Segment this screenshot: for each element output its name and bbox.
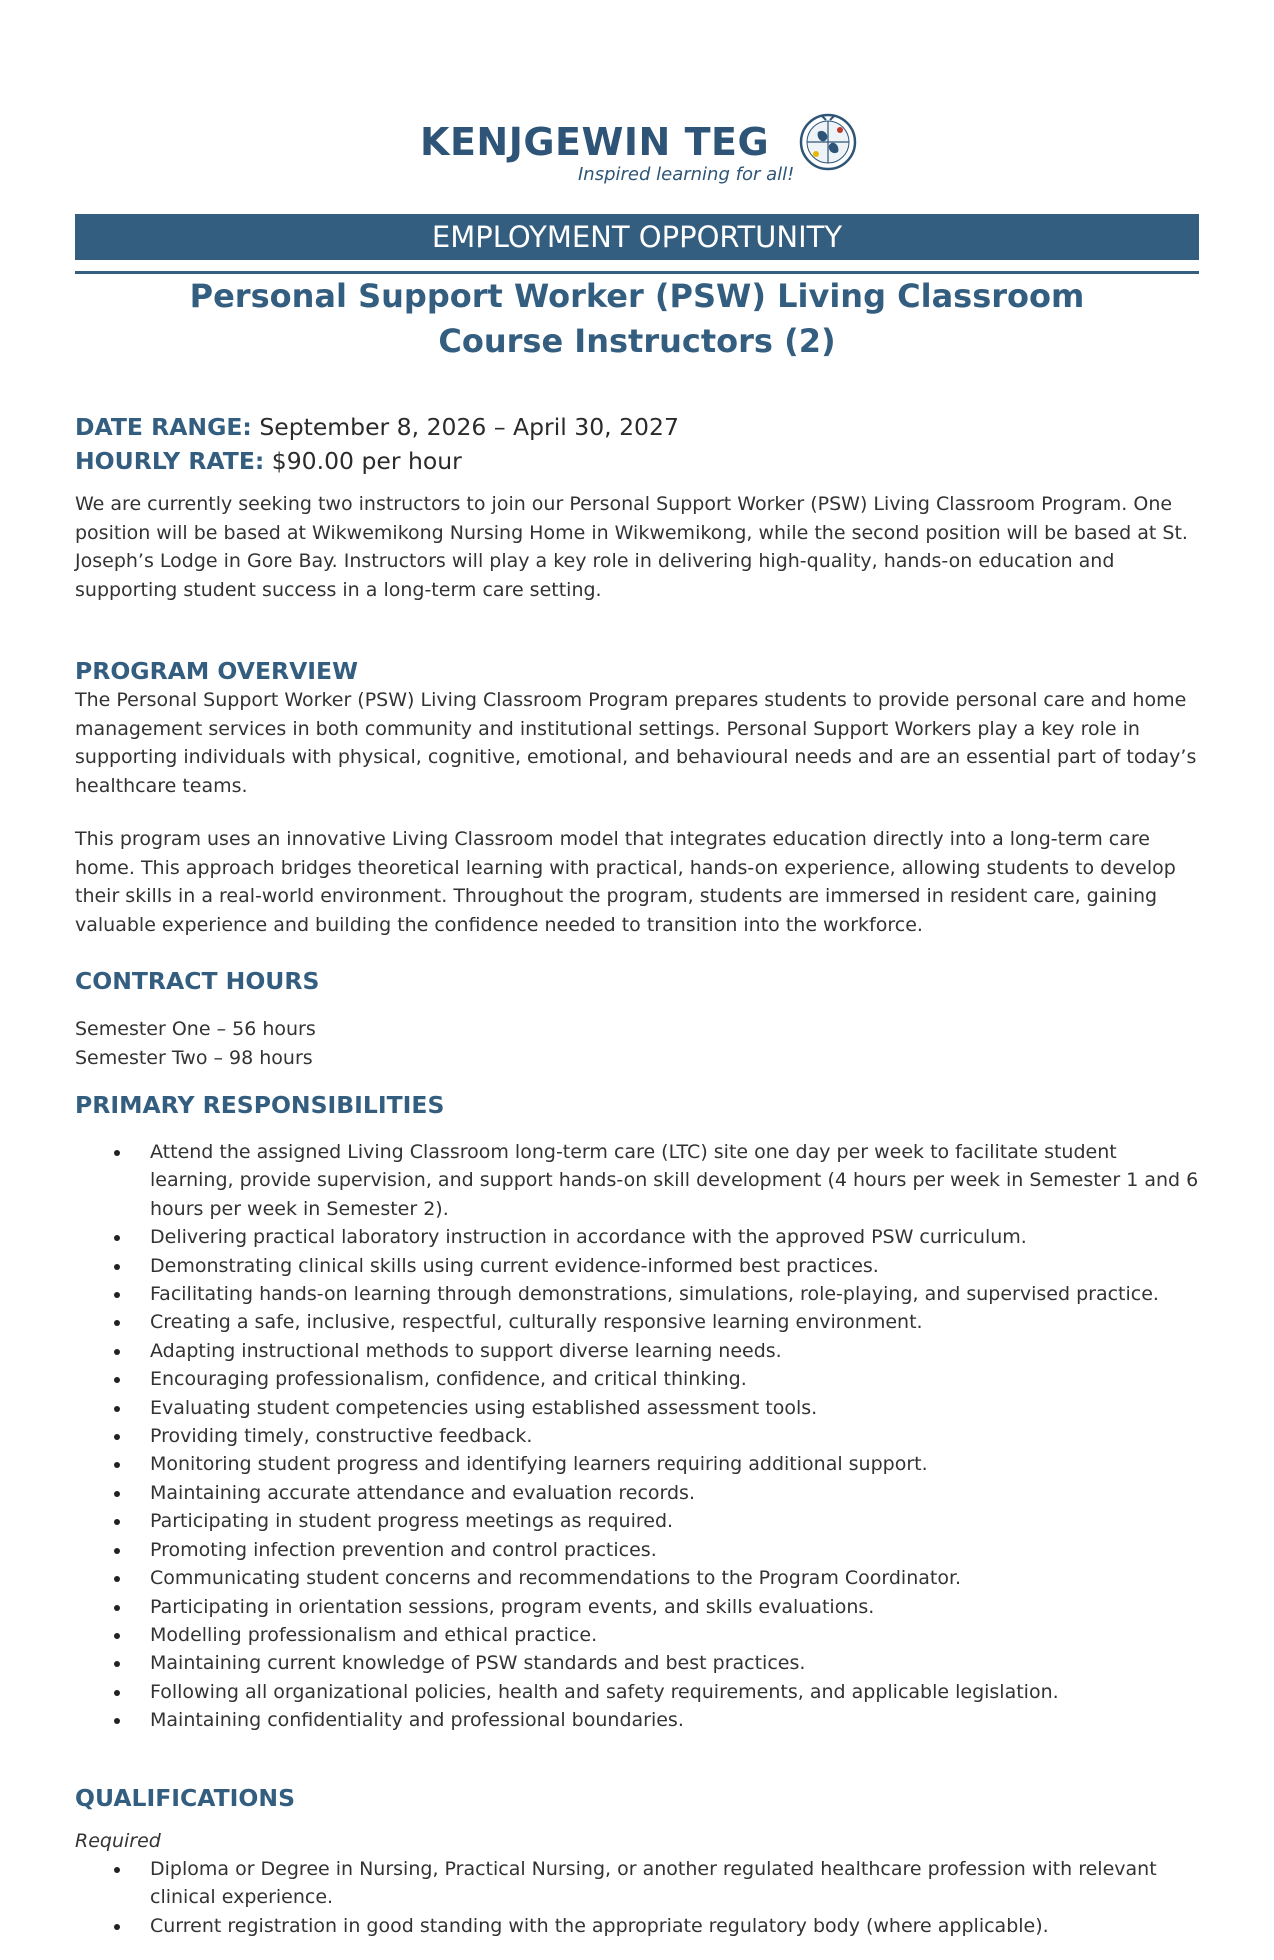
medicine-wheel-emblem-icon: [796, 110, 860, 174]
list-item: Communicating student concerns and recommendations to the Program Coordinator.: [75, 1564, 1199, 1592]
list-item: Maintaining accurate attendance and evaluation records.: [75, 1479, 1199, 1507]
list-item: Promoting infection prevention and control practices.: [75, 1536, 1199, 1564]
list-item: Participating in orientation sessions, program events, and skills evaluations.: [75, 1593, 1199, 1621]
list-item: Following all organizational policies, health and safety requirements, and applicable legislation.: [75, 1678, 1199, 1706]
contract-hours-heading: CONTRACT HOURS: [75, 967, 320, 995]
list-item: Facilitating hands-on learning through demonstrations, simulations, role-playing, and supervised practice.: [75, 1280, 1199, 1308]
program-overview-paragraph-2: This program uses an innovative Living Classroom model that integrates education directly into a long-term care home. This approach bridges theoretical learning with practical, hands-on experience, allowing students to develop their skills in a real-world environment. Throughout the program, students are immersed in resident care, gaining valuable experience and building the confidence needed to transition into the workforce.: [75, 828, 1176, 936]
employment-banner: EMPLOYMENT OPPORTUNITY: [75, 214, 1199, 260]
contract-hours-line: Semester Two – 98 hours: [75, 1046, 313, 1069]
list-item: Attend the assigned Living Classroom long-term care (LTC) site one day per week to facilitate student learning, provide supervision, and support hands-on skill development (4 hours per week in Semester 1 and 6 hours per week in Semester 2).: [75, 1138, 1199, 1223]
responsibilities-heading: PRIMARY RESPONSIBILITIES: [75, 1091, 445, 1119]
posting-content: [75, 410, 1199, 1940]
date-range-row: [75, 410, 1199, 444]
list-item: Creating a safe, inclusive, respectful, culturally responsive learning environment.: [75, 1308, 1199, 1336]
logo-wordmark: KENJGEWIN TEG: [420, 120, 770, 164]
hourly-rate-label: HOURLY RATE:: [75, 447, 265, 475]
list-item: Maintaining confidentiality and professional boundaries.: [75, 1706, 1199, 1734]
program-overview-paragraph-1: The Personal Support Worker (PSW) Living Classroom Program prepares students to provide personal care and home management services in both community and institutional settings. Personal Support Workers play a key role in supporting individuals with physical, cognitive, emotional, and behavioural needs and are an essential part of today’s healthcare teams.: [75, 689, 1197, 797]
contract-hours-list: [75, 1015, 1199, 1072]
job-title-line-2: Course Instructors (2): [438, 322, 836, 360]
list-item: Modelling professionalism and ethical practice.: [75, 1621, 1199, 1649]
job-title: [75, 274, 1199, 364]
list-item: Delivering practical laboratory instruction in accordance with the approved PSW curriculum.: [75, 1223, 1199, 1251]
hourly-rate-value: $90.00 per hour: [271, 447, 462, 475]
intro-paragraph: We are currently seeking two instructors to join our Personal Support Worker (PSW) Living Classroom Program. One position will be based at Wikwemikong Nursing Home in Wikwemikong, while the second position will be based at St. Joseph’s Lodge in Gore Bay. Instructors will play a key role in delivering high-quality, hands-on education and supporting student success in a long-term care setting.: [75, 493, 1188, 601]
list-item: Demonstrating clinical skills using current evidence-informed best practices.: [75, 1252, 1199, 1280]
list-item: Encouraging professionalism, confidence, and critical thinking.: [75, 1365, 1199, 1393]
qualifications-list: [75, 1855, 1199, 1940]
logo-tagline: Inspired learning for all!: [578, 164, 795, 185]
list-item: Maintaining current knowledge of PSW standards and best practices.: [75, 1649, 1199, 1677]
job-title-line-1: Personal Support Worker (PSW) Living Classroom: [189, 277, 1085, 315]
date-range-value: September 8, 2026 – April 30, 2027: [259, 413, 679, 441]
contract-hours-line: Semester One – 56 hours: [75, 1018, 316, 1040]
list-item: Providing timely, constructive feedback.: [75, 1422, 1199, 1450]
qualifications-heading: QUALIFICATIONS: [75, 1783, 295, 1812]
date-range-label: DATE RANGE:: [75, 413, 252, 441]
list-item: Evaluating student competencies using established assessment tools.: [75, 1394, 1199, 1422]
list-item: Current registration in good standing with the appropriate regulatory body (where applicable).: [75, 1912, 1199, 1940]
list-item: Participating in student progress meetings as required.: [75, 1507, 1199, 1535]
list-item: Diploma or Degree in Nursing, Practical Nursing, or another regulated healthcare profession with relevant clinical experience.: [75, 1855, 1199, 1912]
required-subheading: Required: [75, 1829, 161, 1852]
hourly-rate-row: [75, 444, 1199, 478]
list-item: Monitoring student progress and identifying learners requiring additional support.: [75, 1450, 1199, 1478]
program-overview-heading: PROGRAM OVERVIEW: [75, 657, 359, 685]
list-item: Adapting instructional methods to support diverse learning needs.: [75, 1337, 1199, 1365]
responsibilities-list: [75, 1138, 1199, 1735]
organization-logo: [420, 108, 870, 188]
